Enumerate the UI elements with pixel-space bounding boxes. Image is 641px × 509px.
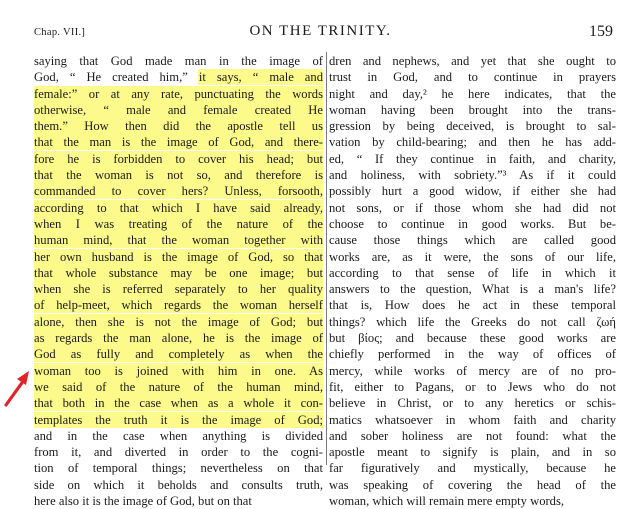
text-line (34, 53, 323, 69)
highlighted-text: templates the truth it is the image of God; (34, 412, 323, 427)
text-line: ed, “ If they continue in faith, and charity, (329, 151, 616, 166)
text-run: side on which it beholds and consults truth, (34, 477, 323, 492)
text-line (34, 379, 323, 395)
text-line (34, 102, 323, 118)
text-line: according to that sense of life in which it (329, 265, 616, 280)
highlighted-text: when she is referred separately to her quality (34, 282, 323, 297)
text-line: was speaking of covering the head of the (329, 477, 616, 492)
text-line (34, 249, 323, 265)
text-line: mercy, while works of mercy are of no pro- (329, 363, 616, 378)
text-line: dren and nephews, and yet that she ought to (329, 54, 616, 68)
highlighted-text: fore he is forbidden to cover his head; but (34, 151, 323, 166)
text-line: possibly hurt a good widow, if either she had (329, 184, 616, 199)
highlighted-text: that both in the case when as a whole it con- (34, 396, 323, 411)
text-line (34, 493, 323, 509)
highlighted-text: according to that which I have said already, (34, 200, 323, 215)
highlighted-text: female:” or at any rate, punctuating the words (34, 86, 323, 101)
text-line: that is, How does he act in these temporal (329, 298, 616, 313)
text-line (34, 395, 323, 411)
text-run: from it, and diverted in order to the cogni- (34, 445, 323, 460)
highlighted-text: otherwise, “ male and female created He (34, 102, 323, 117)
text-line (34, 346, 323, 362)
highlighted-text: it says, “ male and (198, 70, 323, 85)
page-number: 159 (589, 23, 613, 40)
text-line (34, 297, 323, 313)
text-line: works are, as it were, the sons of our life, (329, 249, 616, 264)
left-text-column (34, 53, 323, 509)
text-line (34, 412, 323, 428)
highlighted-text: her own husband is the image of God, so that (34, 249, 323, 264)
text-line: chiefly performed in the way of offices of (329, 347, 616, 362)
text-line: cause those things which are called good (329, 233, 616, 248)
highlighted-text: woman too is joined with him in one. As (34, 363, 323, 378)
column-divider (326, 52, 327, 465)
highlighted-text: that whole substance may be one image; but (34, 265, 323, 280)
text-line: believe in Christ, or to any heretics or schis- (329, 396, 616, 411)
text-line (34, 428, 323, 444)
text-line (34, 460, 323, 476)
highlighted-text: we said of the nature of the human mind, (34, 379, 323, 394)
text-line (34, 265, 323, 281)
text-run: saying that God made man in the image of (34, 54, 323, 68)
chapter-label: Chap. VII.] (34, 27, 86, 38)
text-run: here also it is the image of God, but on that (34, 494, 252, 509)
text-line (34, 183, 323, 199)
page-title: ON THE TRINITY. (249, 23, 392, 39)
highlighted-text: God as fully and completely as when the (34, 347, 323, 362)
text-line: gression by being deceived, is brought to sal- (329, 119, 616, 134)
text-run: God, “ He created him,” (34, 70, 199, 85)
highlighted-text: commanded to cover hers? Unless, forsooth, (34, 184, 323, 199)
text-line (34, 444, 323, 460)
text-line: things? which life the Greeks do not call ζωή (329, 314, 616, 329)
text-line: trust in God, and to continue in prayers (329, 70, 616, 85)
text-line: woman having been brought into the trans- (329, 102, 616, 117)
text-line: night and day,² he here indicates, that the (329, 86, 616, 101)
text-line (34, 232, 323, 248)
highlighted-text: alone, then she is not the image of God; but (34, 314, 323, 329)
highlighted-text: that the man is the image of God, and there- (34, 135, 323, 150)
highlighted-text: them.” How then did the apostle tell us (34, 119, 323, 134)
text-line: far figuratively and mystically, because he (329, 461, 616, 476)
text-line (34, 281, 323, 297)
text-line (34, 86, 323, 102)
text-line (34, 314, 323, 330)
text-line: woman, which will remain mere empty words, (329, 494, 565, 509)
text-line (34, 477, 323, 493)
text-line: choose to continue in good works. But be- (329, 216, 616, 231)
running-header (0, 20, 641, 44)
text-line: not sons, or if those whom she had did not (329, 200, 616, 215)
text-line: apostle meant to signify is plain, and in so (329, 445, 616, 460)
highlighted-text: that the woman is not so, and therefore is (34, 168, 323, 183)
text-line (34, 151, 323, 167)
text-line: matics whatsoever in whom faith and charity (329, 412, 616, 427)
text-line (34, 216, 323, 232)
text-line (34, 167, 323, 183)
highlighted-text: human mind, that the woman together with (34, 233, 323, 248)
text-line (34, 134, 323, 150)
text-line: answers to the question, What is a man's life? (329, 282, 616, 297)
red-arrow-icon (2, 368, 32, 408)
text-run: and in the case when anything is divided (34, 428, 323, 443)
text-line: and sober holiness are not found: what the (329, 428, 616, 443)
text-line (34, 118, 323, 134)
text-line (34, 363, 323, 379)
text-line: vation by child-bearing; and then he has add- (329, 135, 616, 150)
text-line: and holiness, with sobriety.”³ As if it could (329, 168, 616, 183)
text-line: but βίος; and because these good works are (329, 331, 616, 346)
highlighted-text: of help-meet, which regards the woman herself (34, 298, 323, 313)
right-text-column (329, 53, 616, 509)
highlighted-text: when I was treating of the nature of the (34, 216, 323, 231)
text-line (34, 200, 323, 216)
text-run: tion of temporal things; nevertheless on that (34, 461, 323, 476)
text-line (34, 330, 323, 346)
highlighted-text: as regards the man alone, he is the image of (34, 331, 323, 346)
text-line (34, 69, 323, 85)
text-line: fit, either to Pagans, or to Jews who do not (329, 379, 616, 394)
